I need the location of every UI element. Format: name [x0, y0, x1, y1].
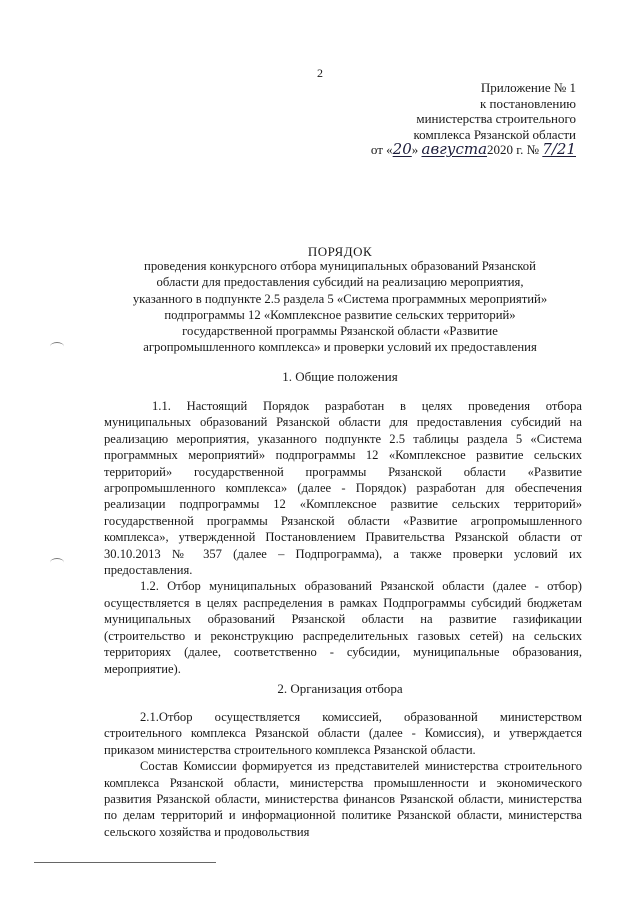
subtitle-line: указанного в подпункте 2.5 раздела 5 «Система программных мероприятий»: [132, 291, 548, 306]
section-general-body: [104, 398, 582, 677]
subtitle-line: проведения конкурсного отбора муниципальных образований Рязанской: [144, 259, 536, 273]
annex-date: [371, 140, 576, 158]
date-prefix: от «: [370, 142, 393, 157]
document-title: ПОРЯДОК: [307, 244, 373, 259]
footer-divider: [34, 862, 216, 863]
annex-line: комплекса Рязанской области: [413, 126, 576, 142]
annex-line: к постановлению: [479, 95, 576, 111]
paragraph: 1.2. Отбор муниципальных образований Рязанской области (далее - отбор) осуществляется в целях распределения в рамках Подпрограммы субсидий бюджетам муниципальных образований Рязанской области на развитие газификации (строительство и реконструкцию распределительных газовых сетей) на сельских территориях (далее, соответственно - субсидии, муниципальные образования, мероприятие).: [104, 579, 582, 676]
date-month: августа: [421, 140, 488, 158]
section-heading-general: 1. Общие положения: [282, 369, 398, 384]
subtitle-line: области для предоставления субсидий на реализацию мероприятия,: [156, 275, 524, 290]
margin-mark: [50, 342, 64, 351]
paragraph: 2.1.Отбор осуществляется комиссией, образованной министерством строительного комплекса Рязанской области (далее - Комиссия), и утверждается приказом министерства строительного комплекса Рязанской области.: [104, 710, 582, 757]
annex-line: Приложение № 1: [480, 80, 576, 95]
date-separator: »: [411, 142, 419, 157]
subtitle-line: государственной программы Рязанской области «Развитие: [182, 324, 498, 339]
paragraph: 1.1. Настоящий Порядок разработан в целях проведения отбора муниципальных образований Рязанской области для предоставления субсидий на реализацию мероприятия, указанного подпункте 2.5 таблицы раздела 5 «Система программных мероприятий» подпрограммы 12 «Комплексное развитие сельских территорий» государственной программы Рязанской области «Развитие агропромышленного комплекса» (далее - Порядок) разработан для обеспечения реализации подпрограммы 12 «Комплексное развитие сельских территорий» государственной программы Рязанской области «Развитие агропромышленного комплекса», утвержденной Постановлением Правительства Рязанской области от 30.10.2013 № 357 (далее – Подпрограмма), а также проверки условий их предоставления.: [104, 399, 582, 578]
page-number: 2: [317, 66, 323, 80]
paragraph: Состав Комиссии формируется из представителей министерства строительного комплекса Рязанской области, министерства промышленности и экономического развития Рязанской области, министерства финансов Рязанской области, министерства по делам территорий и информационной политике Рязанской области, министерства сельского хозяйства и продовольствия: [104, 759, 582, 839]
subtitle-line: подпрограммы 12 «Комплексное развитие сельских территорий»: [164, 307, 516, 322]
section-organization-body: [104, 709, 582, 840]
document-subtitle: [100, 258, 580, 356]
annex-header: [316, 80, 576, 142]
document-number: 7/21: [542, 140, 576, 158]
date-year: 2020 г. №: [487, 142, 540, 157]
margin-mark: [50, 558, 64, 567]
subtitle-line: агропромышленного комплекса» и проверки условий их предоставления: [143, 340, 537, 355]
date-day: 20: [392, 140, 412, 158]
annex-line: министерства строительного: [416, 111, 576, 126]
section-heading-organization: 2. Организация отбора: [277, 681, 403, 696]
